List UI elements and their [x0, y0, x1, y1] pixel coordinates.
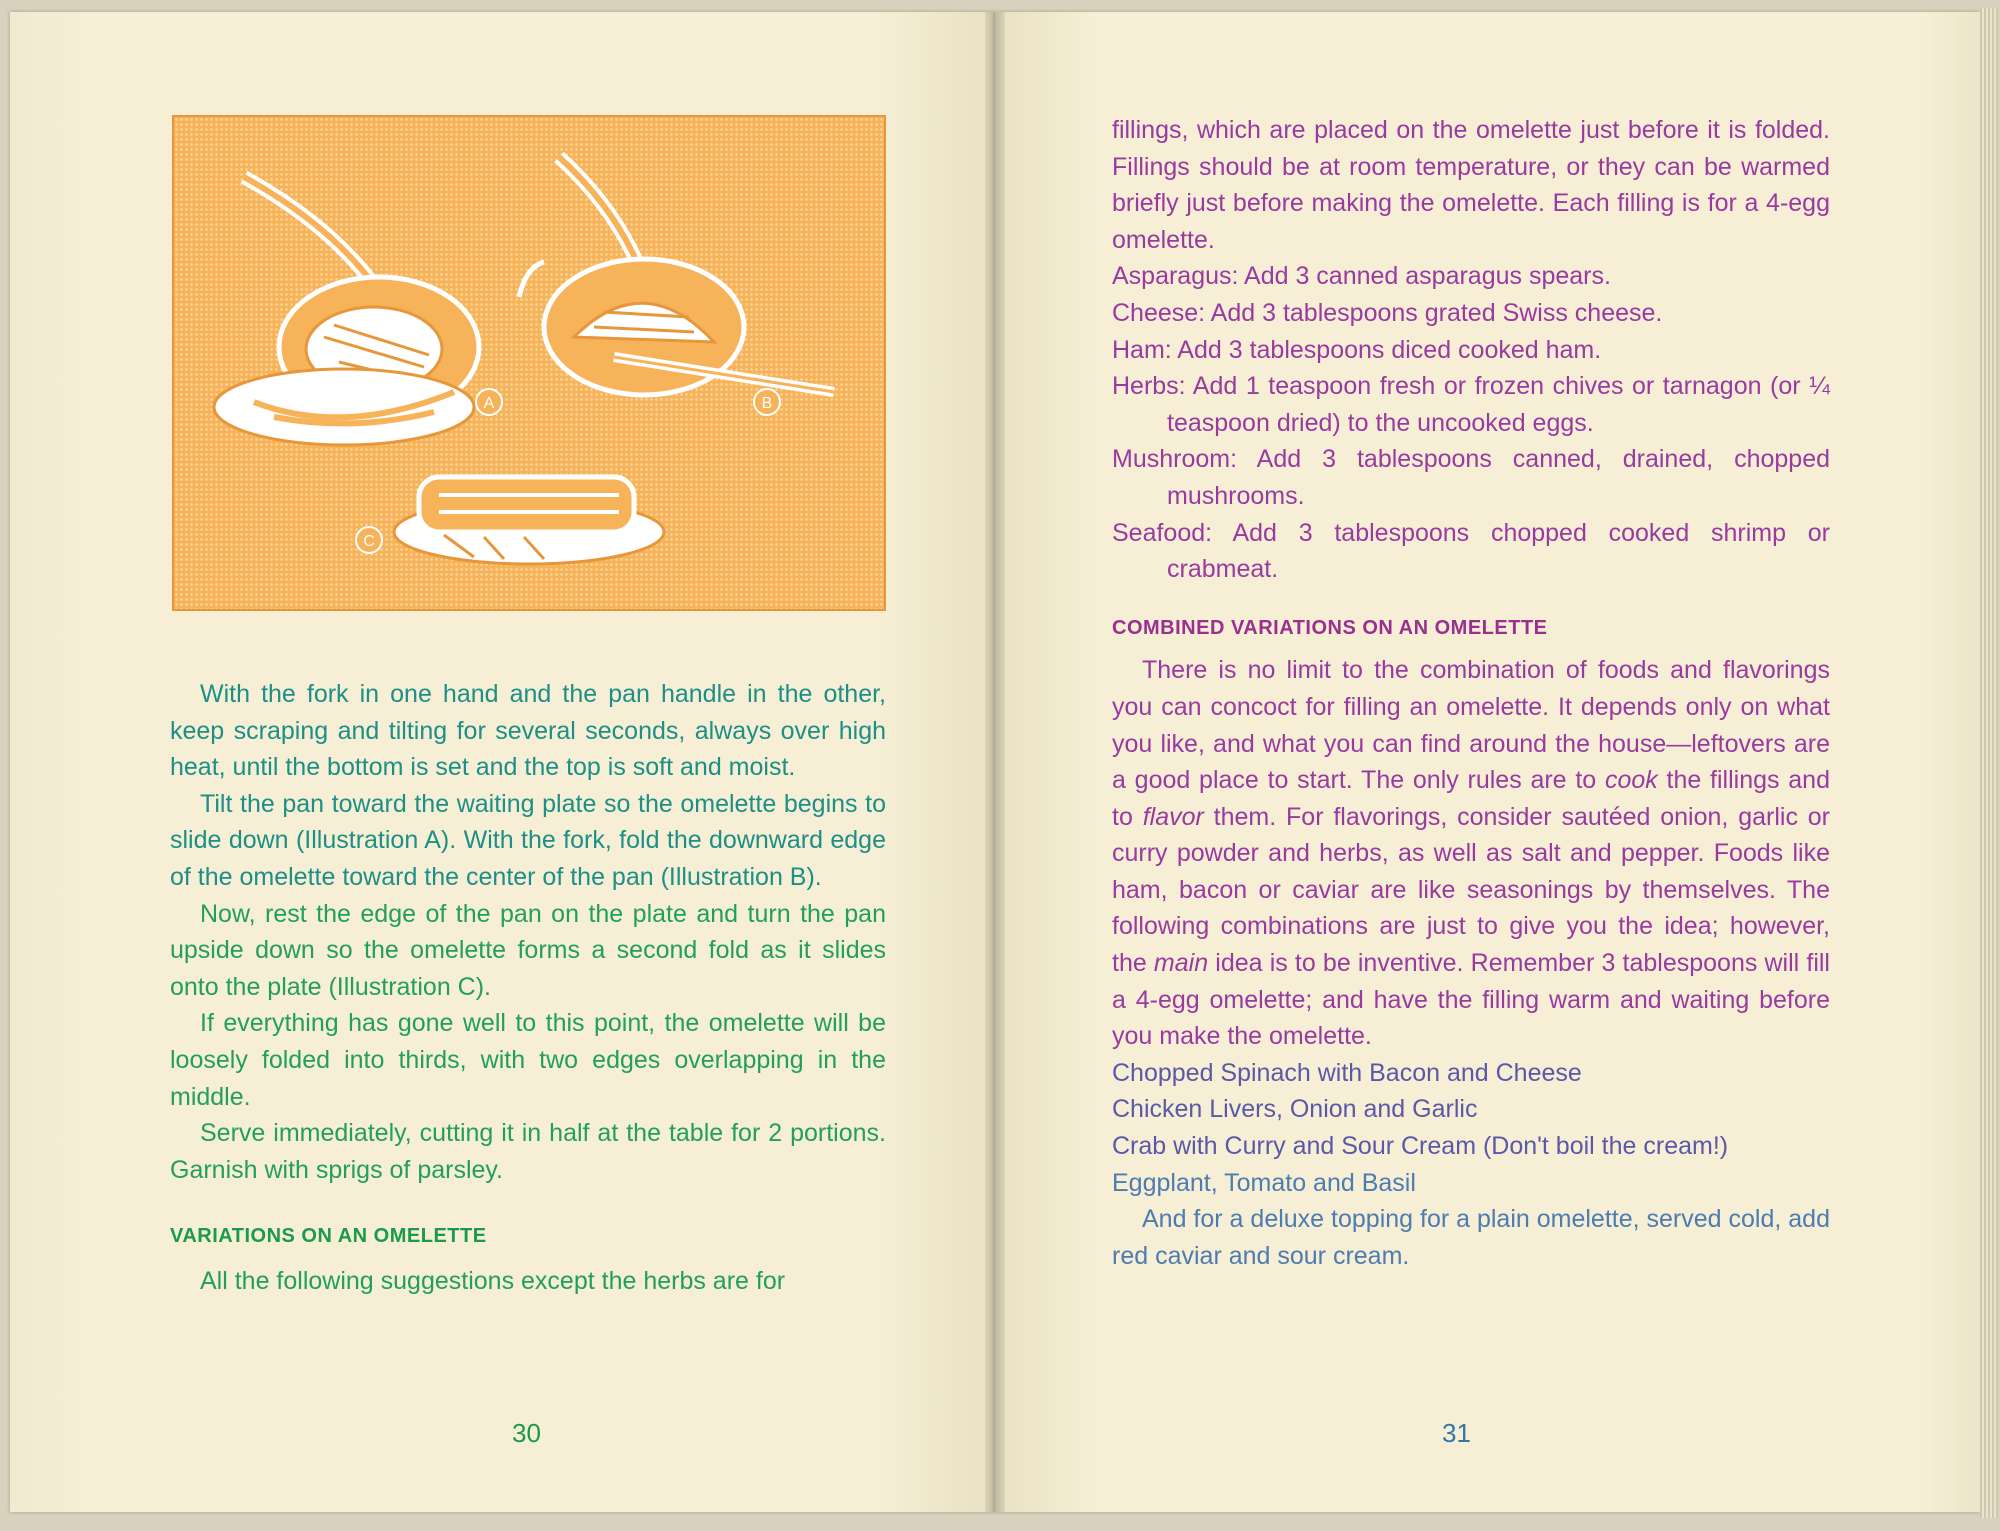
paragraph: All the following suggestions except the herbs are for	[200, 1266, 786, 1295]
page-number: 30	[512, 1418, 541, 1448]
filling-item: Ham: Add 3 tablespoons diced cooked ham.	[1112, 335, 1602, 364]
text-run: There is no limit to the combination of foods and flavorings you can concoct for filling an omelette. It depends only on what you like, and what you can find around the house—leftovers are a good place to start. The only rules are to	[1112, 656, 1830, 795]
page-number: 31	[1442, 1418, 1471, 1448]
paragraph: With the fork in one hand and the pan handle in the other, keep scraping and tilting for several seconds, always over high heat, until the bottom is set and the top is soft and moist.	[170, 680, 886, 782]
emphasis: cook	[1604, 766, 1658, 795]
text-run: idea is to be inventive. Remember 3 tablespoons will fill a 4-egg omelette; and have the filling warm and waiting before you make the omelette.	[1112, 949, 1830, 1051]
left-page-text	[170, 676, 886, 1300]
section-heading: VARIATIONS ON AN OMELETTE	[170, 1225, 487, 1248]
right-page-text	[1112, 112, 1830, 1274]
filling-item: Asparagus: Add 3 canned asparagus spears.	[1112, 262, 1611, 291]
book-gutter	[985, 12, 1005, 1512]
illustration-label-c	[356, 527, 382, 553]
paragraph: Serve immediately, cutting it in half at the table for 2 portions. Garnish with sprigs of parsley.	[170, 1119, 886, 1184]
filling-item: Seafood: Add 3 tablespoons chopped cooked shrimp or crabmeat.	[1112, 518, 1830, 584]
illustration-label-b	[754, 389, 780, 415]
omelette-illustration	[172, 115, 886, 611]
illustration-label-a	[476, 389, 502, 415]
page-edges	[1980, 8, 1998, 1518]
paragraph: If everything has gone well to this point, the omelette will be loosely folded into thirds, with two edges overlapping in the middle.	[170, 1009, 886, 1111]
pan-tilting-omelette-icon	[214, 177, 479, 445]
filling-item: Mushroom: Add 3 tablespoons canned, drained, chopped mushrooms.	[1112, 445, 1830, 510]
svg-text:C: C	[363, 533, 375, 550]
combination-item: Crab with Curry and Sour Cream (Don't boil the cream!)	[1112, 1132, 1729, 1161]
paragraph: And for a deluxe topping for a plain omelette, served cold, add red caviar and sour cream.	[1112, 1205, 1830, 1270]
svg-text:B: B	[761, 395, 773, 412]
combination-item: Chicken Livers, Onion and Garlic	[1112, 1095, 1478, 1124]
paragraph: Now, rest the edge of the pan on the plate and turn the pan upside down so the omelette forms a second fold as it slides onto the plate (Illustration C).	[170, 899, 886, 1001]
text-run: them. For flavorings, consider sautéed onion, garlic or curry powder and herbs, as well as salt and pepper. Foods like ham, bacon or caviar are like seasonings by themselves. The following combinations are just to give you the idea; however, the	[1112, 802, 1831, 978]
combination-item: Eggplant, Tomato and Basil	[1112, 1168, 1416, 1197]
filling-item: Herbs: Add 1 teaspoon fresh or frozen chives or tarnagon (or ¼ teaspoon dried) to the uncooked eggs.	[1112, 372, 1830, 437]
section-heading: COMBINED VARIATIONS ON AN OMELETTE	[1112, 616, 1548, 639]
paragraph: Tilt the pan toward the waiting plate so the omelette begins to slide down (Illustration A). With the fork, fold the downward edge of the omelette toward the center of the pan (Illustration B).	[170, 789, 886, 891]
combination-item: Chopped Spinach with Bacon and Cheese	[1112, 1058, 1582, 1087]
filling-item: Cheese: Add 3 tablespoons grated Swiss cheese.	[1112, 298, 1663, 327]
paragraph	[1112, 652, 1830, 1055]
text-run: the fillings and to	[1112, 766, 1830, 831]
svg-text:A: A	[483, 395, 495, 412]
emphasis: main	[1153, 949, 1209, 978]
folded-omelette-plate-icon	[394, 477, 664, 564]
paragraph: fillings, which are placed on the omelette just before it is folded. Fillings should be at room temperature, or they can be warmed briefly just before making the omelette. Each filling is for a 4-egg omelette.	[1112, 116, 1830, 254]
pan-folding-omelette-icon	[519, 157, 834, 395]
emphasis: flavor	[1142, 802, 1204, 831]
